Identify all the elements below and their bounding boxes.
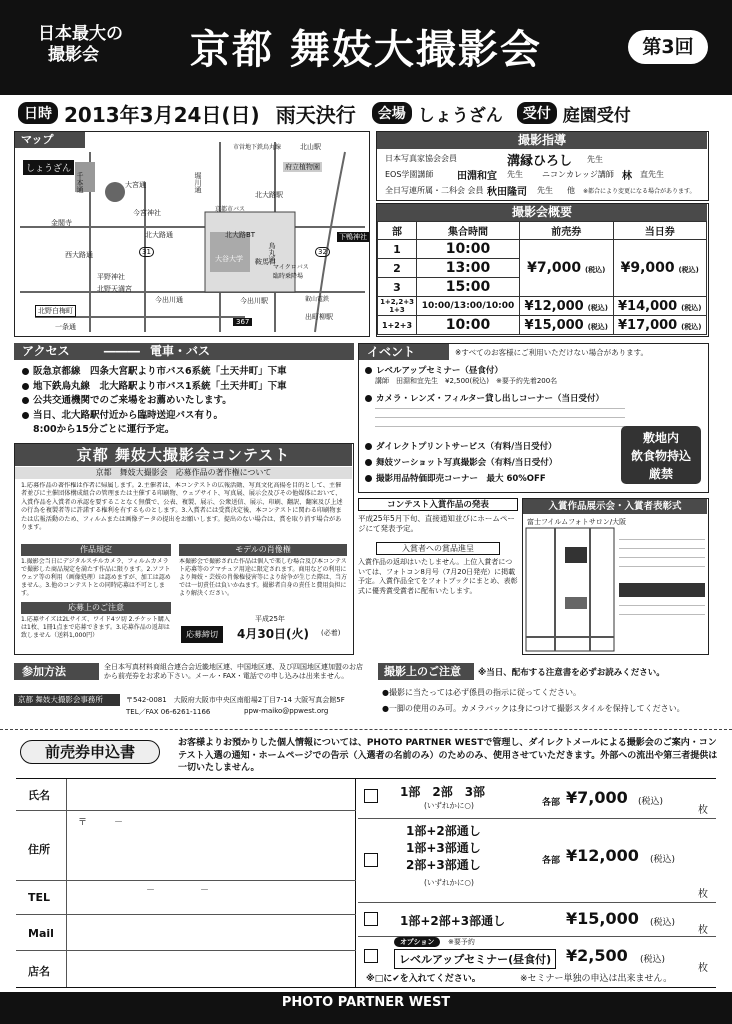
staff-org: ニコンカレッジ講師 (542, 170, 614, 179)
tax: (税込) (681, 322, 702, 331)
cell-part: 1 (378, 240, 417, 259)
info-bar (18, 100, 718, 126)
page-title: 京都 舞妓大撮影会 (190, 27, 542, 73)
customer-fields (16, 779, 356, 987)
cell-adv (520, 316, 614, 335)
map-label: 北大路駅 (255, 191, 283, 199)
contest-title: 京都 舞妓大撮影会コンテスト (15, 444, 352, 466)
map-label: 叡山電鉄 (305, 296, 330, 303)
access-item-text: 地下鉄烏丸線 北大路駅より市バス1系統「土天井町」下車 (33, 380, 287, 392)
shooting-notes-panel (378, 663, 718, 723)
option-unit: 枚 (698, 805, 708, 816)
event-date: 2013年3月24日(日) (64, 102, 260, 127)
cell-adv (520, 297, 614, 316)
cell-day (613, 297, 707, 316)
header-tagline (38, 24, 123, 66)
option-price: ¥12,000 (566, 846, 639, 865)
cell-part: 1+2,2+3 1+3 (378, 297, 417, 316)
access-list (22, 365, 287, 438)
participation-body: 全日本写真材料商組合連合会近畿地区連、中国地区連、及び四国地区連加盟のお店から前売券をお求め下さい。メール・FAX・電話での申し込みは出来ません。 (104, 663, 363, 680)
option-row (358, 819, 716, 903)
event-item (365, 392, 604, 404)
contest-subtitle: 京都 舞妓大撮影会 応募作品の著作権について (15, 467, 352, 479)
option-row (358, 779, 716, 819)
map-panel (14, 131, 370, 337)
map-label: 西大路通 (65, 251, 93, 259)
staff-title: 撮影指導 (377, 132, 707, 149)
event-panel (358, 343, 709, 493)
map-label: 出町柳駅 (305, 313, 333, 321)
route-367: 367 (233, 318, 252, 326)
access-item-text: 8:00から15分ごとに運行予定。 (33, 424, 175, 435)
map-label: 大宮通 (125, 181, 146, 189)
event-item-text: カメラ・レンズ・フィルター貸し出しコーナー（当日受付） (376, 394, 605, 404)
option-price: ¥2,500 (566, 946, 628, 965)
footer-brand: PHOTO PARTNER WEST (0, 992, 732, 1024)
access-title-bar: アクセス ――― 電車・バス (14, 343, 354, 360)
event-item-text: ダイレクトプリントサービス（有料/当日受付） (376, 442, 557, 452)
venue-label: 会場 (372, 102, 412, 124)
map-label: 北野白梅町 (35, 305, 76, 317)
map-label: 千本通 (76, 172, 84, 193)
option-unit: 枚 (698, 963, 708, 974)
tel-label: TEL (28, 891, 51, 904)
address-label: 住所 (28, 843, 50, 856)
option-checkbox[interactable] (364, 853, 378, 867)
route-32: 32 (315, 247, 330, 257)
list-item (22, 423, 287, 438)
option-note: ※要予約 (448, 938, 475, 946)
rental-fine-print (375, 404, 625, 438)
map-label: 平野神社 (97, 273, 125, 281)
map-label: 一条通 (55, 323, 76, 331)
shooting-note-text: 撮影に当たっては必ず係員の指示に従ってください。 (388, 688, 581, 697)
shop-label: 店名 (28, 965, 50, 978)
option-label: 1部+2部通し 1部+3部通し 2部+3部通し (406, 824, 481, 872)
option-label: 1部 2部 3部 (400, 785, 486, 799)
event-item (365, 456, 557, 468)
notes-body: 1.応募サイズは2Lサイズ、ワイド4ツ切 2.チケット購入は1枚、1冊1点まで応募できます。3.応募作品の返却は致しません（送料1,000円） (21, 616, 170, 639)
staff-panel (376, 131, 709, 201)
staff-name: 溝縁ひろし (507, 154, 573, 169)
tax: (税込) (587, 322, 608, 331)
map-label: 鞍馬口 (255, 258, 276, 266)
shooting-note-text: 一脚の使用のみ可。カメラバックは身につけて撮影スタイルを保持してください。 (388, 704, 685, 713)
no-food-notice: 敷地内 飲食物持込 厳禁 (621, 426, 701, 484)
access-item-text: 当日、北大路駅付近から臨時送迎バス有り。 (33, 409, 224, 421)
map-label: 堀川通 (194, 172, 202, 193)
cell-adv-single (520, 240, 614, 297)
option-tax: (税込) (640, 955, 666, 965)
staff-extra: ※都合により変更になる場合があります。 (583, 188, 696, 195)
cell-part: 1+2+3 (378, 316, 417, 335)
map-label: 下鴨神社 (339, 233, 367, 241)
form-title: 前売券申込書 (20, 740, 160, 764)
name-label: 氏名 (28, 789, 50, 802)
list-item: ●一脚の使用のみ可。カメラバックは身につけて撮影スタイルを保持してください。 (382, 704, 685, 713)
list-item (22, 380, 287, 395)
map-label: 今出川通 (155, 296, 183, 304)
adv-price: ¥12,000 (524, 298, 584, 314)
result-title: コンテスト入賞作品の発表 (358, 498, 518, 511)
access-item-text: 公共交通機関でのご来場をお薦めいたします。 (33, 395, 232, 406)
option-row (358, 937, 716, 974)
exhibit-map (525, 527, 615, 652)
event-item-text: レベルアップセミナー（昼食付） (376, 366, 503, 376)
event-item (365, 440, 557, 452)
rain-notice: 雨天決行 (275, 102, 356, 127)
map-label: 大谷大学 (215, 255, 243, 263)
reception-label: 受付 (517, 102, 557, 124)
postal-field: 〒 － (78, 818, 124, 828)
route-31: 31 (139, 247, 154, 257)
map-label: 金閣寺 (51, 219, 72, 227)
option-prefix: 各部 (542, 798, 561, 808)
reception-place: 庭園受付 (562, 105, 631, 126)
portrait-title: モデルの肖像権 (179, 544, 347, 556)
map-label: 今出川駅 (240, 297, 268, 305)
event-title: イベント (359, 344, 449, 360)
shooting-notes-note: ※当日、配布する注意書を必ずお読みください。 (478, 668, 665, 678)
map-label: 府立植物園 (285, 163, 320, 171)
tax: (税込) (584, 266, 606, 274)
staff-org: 全日写連所属・二科会 会員 (385, 186, 484, 195)
access-subtitle: 電車・バス (150, 344, 211, 358)
tel-field: － － (146, 886, 210, 896)
map-label: 北大路BT (225, 231, 256, 239)
option-checkbox[interactable] (364, 789, 378, 803)
access-item-text: 阪急京都線 四条大宮駅より市バス6系統「土天井町」下車 (33, 366, 287, 377)
option-tax: (税込) (650, 918, 676, 928)
schedule-title: 撮影会概要 (377, 204, 707, 221)
staff-name: 秋田隆司 (487, 187, 527, 198)
contest-panel (14, 443, 354, 655)
order-form (16, 778, 716, 988)
option-checkbox[interactable] (364, 949, 378, 963)
cut-line (0, 729, 732, 730)
map-title: マップ (15, 132, 85, 148)
deadline-date: 4月30日(火) (237, 627, 310, 641)
privacy-notice: お客様よりお預かりした個人情報については、PHOTO PARTNER WESTで管理し、ダイレクトメールによる撮影会のご案内・コンテスト入選の通知・ホームページでの告示（入選者の名前のみ）のためのみ、使用させていただきます。外部への流出や第三者提供は一切いたしません。 (178, 738, 718, 773)
event-item-text: 撮影用品特価即売コーナー 最大 60%OFF (376, 474, 546, 484)
cell-time: 10:00/13:00/10:00 (417, 297, 520, 316)
result-panel (358, 498, 518, 655)
awards-body: 入賞作品の返却はいたしません。上位入賞者については、フォトコン8月号（7月20日発売）に掲載予定。入賞作品全てをフォトブックにまとめ、表彰式に優秀賞受賞者に配布いたします。 (358, 558, 518, 595)
staff-suffix: 先生 (507, 170, 523, 179)
map-label: 今宮神社 (133, 209, 161, 217)
map-label: 市営地下鉄烏丸線 (233, 144, 282, 151)
cell-day-single (613, 240, 707, 297)
rules-body: 1.撮影会当日にデジタルスチルカメラ、フィルムカメラで撮影した商品規定を満たす作品に限ります。2.ソフトウェア等の利用（画像処理）は認めますが、加工は認めません。3.他のコンテストとの同時応募は不可とします。 (21, 558, 171, 597)
table-row (378, 316, 707, 335)
tax: (税込) (587, 303, 608, 312)
option-sub: (いずれかに○) (424, 878, 474, 887)
mail-label: Mail (28, 927, 54, 940)
rules-title: 作品規定 (21, 544, 171, 556)
adv-price: ¥7,000 (527, 260, 582, 276)
event-item (365, 472, 546, 484)
exhibit-place: 富士フイルムフォトサロン/大阪 (527, 518, 627, 526)
checkbox-instruction: ※□に✔を入れてください。 (366, 974, 481, 984)
tagline-line2: 撮影会 (48, 45, 99, 65)
portrait-body: 本撮影会で撮影された作品は個人で楽しむ場合及び本コンテスト応募等のアマチュア用途に限定されます。商用などの利用により舞妓・芸妓の肖像権侵害等により紛争が生じた際は、当方では一切責任は負いかねます。撮影者自身の責任と費用負担により解決ください。 (179, 558, 347, 597)
col-time: 集合時間 (417, 222, 520, 240)
staff-org: 日本写真家協会会員 (385, 154, 457, 163)
deadline-year: 平成25年 (255, 615, 285, 623)
map-label: 烏丸通 (268, 242, 276, 263)
option-price: ¥15,000 (566, 909, 639, 928)
exhibit-title: 入賞作品展示会・入賞者表彰式 (523, 499, 707, 514)
col-day: 当日券 (613, 222, 707, 240)
cell-day (613, 316, 707, 335)
notes-title: 応募上のご注意 (21, 602, 171, 614)
event-item-text: 舞妓ツーショット写真撮影会（有料/当日受付） (376, 458, 558, 468)
option-price: ¥7,000 (566, 788, 628, 807)
list-item (22, 409, 287, 424)
venue-name: しょうざん (417, 105, 503, 126)
option-label: レベルアップセミナー(昼食付) (394, 949, 556, 969)
day-price: ¥9,000 (620, 260, 675, 276)
tel-row[interactable] (16, 881, 356, 915)
day-price: ¥14,000 (618, 298, 678, 314)
event-note: ※すべてのお客様にご利用いただけない場合があります。 (455, 348, 649, 357)
staff-suffix: 先生 (587, 155, 603, 164)
date-label: 日時 (18, 102, 58, 124)
access-title: アクセス (22, 344, 70, 358)
awards-title: 入賞者への賞品進呈 (376, 542, 500, 555)
map-label: 北大路通 (145, 231, 173, 239)
option-label: 1部+2部+3部通し (400, 914, 506, 928)
result-body: 平成25年5月下旬、直接通知並びにホームページにて発表予定。 (358, 514, 515, 533)
option-tax: (税込) (650, 855, 676, 865)
option-sub: (いずれかに○) (424, 801, 474, 810)
option-tax: (税込) (638, 797, 664, 807)
event-item (365, 364, 503, 376)
staff-name: 田淵和宜 (457, 171, 497, 182)
option-row (358, 903, 716, 937)
shop-row[interactable] (16, 951, 356, 987)
list-item (22, 394, 287, 409)
office-name: 京都 舞妓大撮影会事務所 (14, 694, 120, 706)
address-row[interactable] (16, 811, 356, 881)
office-mail: ppw-maiko@ppwest.org (244, 707, 329, 715)
seminar-notice: ※セミナー単独の申込は出来ません。 (520, 974, 673, 984)
staff-note: 他 (567, 186, 575, 195)
map-label: 京都市バス (215, 206, 246, 213)
schedule-panel (376, 203, 709, 337)
table-row (378, 240, 707, 259)
participation-panel (14, 663, 364, 723)
participation-title: 参加方法 (14, 663, 99, 680)
cell-time: 10:00 (417, 240, 520, 259)
cell-time: 13:00 (417, 259, 520, 278)
list-item: ●撮影に当たっては必ず係員の指示に従ってください。 (382, 688, 581, 697)
option-checkbox[interactable] (364, 912, 378, 926)
map-label: マイクロバス臨時乗降場 (273, 264, 309, 280)
cell-time: 15:00 (417, 278, 520, 297)
adv-price: ¥15,000 (524, 317, 584, 333)
event-item-detail: 講師 田淵和宜先生 ¥2,500(税込) ※要予約先着200名 (375, 377, 558, 385)
table-row (378, 297, 707, 316)
deadline-label: 応募締切 (181, 626, 223, 643)
option-unit: 枚 (698, 889, 708, 900)
office-tel: TEL／FAX 06-6261-1166 (126, 708, 211, 716)
tagline-line1: 日本最大の (38, 24, 123, 44)
name-row[interactable] (16, 779, 356, 811)
exhibit-details (619, 533, 705, 643)
option-prefix: 各部 (542, 856, 561, 866)
cell-part: 2 (378, 259, 417, 278)
deadline-note: (必着) (321, 629, 341, 637)
shooting-notes-title: 撮影上のご注意 (378, 663, 474, 680)
contest-body: 1.応募作品の著作権は作者に帰属します。2.主催者は、本コンテストの広報活動、写真文化高揚を目的として、主催者並びに主催団体構成組合の管理または主催する印刷物、ウェブサイト、写真展、展示会及びその他媒体において、入賞作品を入賞者の承認を要することなく無償で、公表、複製、展示、公衆送信、展示、印刷、翻訳、翻案及び上述の行為を複製者等に許諾する権利を有するものとします。3.入賞者には受賞決定後、本コンテストに関わる印刷物または広報活動のため、フィルムまたは画像データの提出をお願いします。提出のない場合は、賞を取り消す場合があります。 (21, 482, 343, 532)
staff-suffix: 先生 (537, 186, 553, 195)
cell-time: 10:00 (417, 316, 520, 335)
mail-row[interactable] (16, 915, 356, 951)
list-item (22, 365, 287, 380)
col-adv: 前売券 (520, 222, 614, 240)
map-label-shozan: しょうざん (23, 160, 74, 175)
staff-name: 林 (622, 171, 632, 182)
map-label: 北野天満宮 (97, 285, 132, 293)
option-tag: オプション (394, 937, 440, 947)
edition-badge: 第3回 (628, 30, 708, 64)
map-label: 北山駅 (300, 143, 321, 151)
staff-org: EOS学園講師 (385, 170, 434, 179)
cell-part: 3 (378, 278, 417, 297)
field-divider (66, 779, 67, 987)
schedule-table (377, 221, 707, 335)
day-price: ¥17,000 (618, 317, 678, 333)
staff-suffix: 直先生 (640, 170, 664, 179)
option-unit: 枚 (698, 925, 708, 936)
col-part: 部 (378, 222, 417, 240)
office-address: 〒542-0081 大阪府大阪市中央区南船場2丁目7-14 大阪写真会館5F (126, 696, 345, 704)
access-panel (14, 343, 354, 438)
tax: (税込) (678, 266, 699, 274)
exhibit-panel (522, 498, 709, 655)
tax: (税込) (681, 303, 702, 312)
